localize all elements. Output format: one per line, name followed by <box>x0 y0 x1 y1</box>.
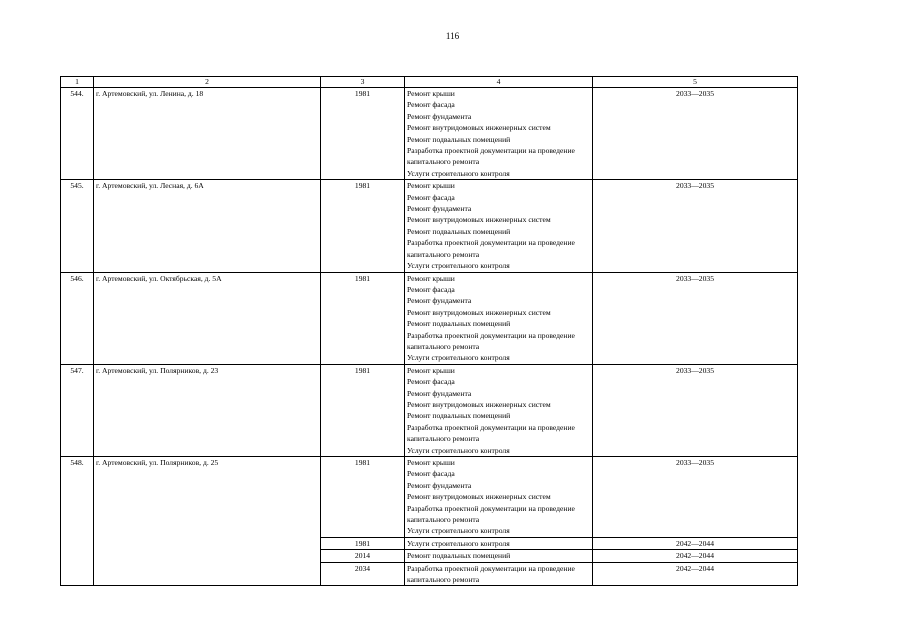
work-item: Ремонт фундамента <box>407 296 472 306</box>
work-item: Услуги строительного контроля <box>407 445 510 455</box>
year-cell: 1981 <box>321 537 405 549</box>
work-item: Ремонт подвальных помещений <box>407 411 511 421</box>
period-cell: 2033—2035 <box>593 457 798 538</box>
year-cell: 2014 <box>321 550 405 562</box>
period-cell: 2033—2035 <box>593 180 798 272</box>
row-number: 548. <box>61 457 94 586</box>
column-header-2: 2 <box>94 77 321 88</box>
work-item: Ремонт крыши <box>407 273 455 283</box>
works-cell <box>405 550 593 562</box>
period-cell: 2033—2035 <box>593 88 798 180</box>
work-item: Разработка проектной документации на проведение капитального ремонта <box>407 238 575 259</box>
works-cell <box>405 272 593 364</box>
works-cell <box>405 537 593 549</box>
work-item: Ремонт фасада <box>407 284 455 294</box>
header-row <box>61 77 798 88</box>
column-header-5: 5 <box>593 77 798 88</box>
work-item: Ремонт внутридомовых инженерных систем <box>407 492 551 502</box>
work-item: Ремонт внутридомовых инженерных систем <box>407 123 551 133</box>
work-item: Ремонт крыши <box>407 89 455 98</box>
work-item: Ремонт фундамента <box>407 388 472 398</box>
work-item: Услуги строительного контроля <box>407 353 510 363</box>
work-item: Услуги строительного контроля <box>407 526 510 536</box>
work-item: Ремонт подвальных помещений <box>407 319 511 329</box>
works-cell <box>405 180 593 272</box>
page-number: 116 <box>445 31 460 41</box>
repair-schedule-table <box>60 76 798 586</box>
table-body <box>61 77 798 586</box>
work-item: Разработка проектной документации на проведение капитального ремонта <box>407 563 575 585</box>
period-cell: 2033—2035 <box>593 364 798 456</box>
works-cell <box>405 562 593 586</box>
year-cell: 1981 <box>321 180 405 272</box>
work-item: Ремонт внутридомовых инженерных систем <box>407 399 551 409</box>
work-item: Ремонт подвальных помещений <box>407 226 511 236</box>
row-number: 546. <box>61 272 94 364</box>
work-item: Разработка проектной документации на проведение капитального ремонта <box>407 146 575 167</box>
work-item: Услуги строительного контроля <box>407 261 510 271</box>
row-number: 544. <box>61 88 94 180</box>
row-number: 545. <box>61 180 94 272</box>
work-item: Разработка проектной документации на проведение капитального ремонта <box>407 330 575 351</box>
work-item: Ремонт подвальных помещений <box>407 134 511 144</box>
work-item: Ремонт фасада <box>407 377 455 387</box>
work-item: Разработка проектной документации на проведение капитального ремонта <box>407 422 575 444</box>
work-item: Ремонт подвальных помещений <box>407 551 511 561</box>
works-cell <box>405 88 593 180</box>
address-cell: г. Артемовский, ул. Лесная, д. 6А <box>94 180 321 272</box>
table-row <box>61 364 798 456</box>
column-header-4: 4 <box>405 77 593 88</box>
year-cell: 1981 <box>321 457 405 538</box>
period-cell: 2042—2044 <box>593 537 798 549</box>
work-item: Ремонт фасада <box>407 192 455 202</box>
year-cell: 1981 <box>321 272 405 364</box>
table-row <box>61 457 798 538</box>
work-item: Ремонт крыши <box>407 365 455 375</box>
address-cell: г. Артемовский, ул. Октябрьская, д. 5А <box>94 272 321 364</box>
work-item: Ремонт фундамента <box>407 204 472 214</box>
work-item: Ремонт фундамента <box>407 111 472 121</box>
work-item: Ремонт фундамента <box>407 480 472 490</box>
period-cell: 2042—2044 <box>593 562 798 586</box>
year-cell: 1981 <box>321 364 405 456</box>
table-row <box>61 180 798 272</box>
works-cell <box>405 457 593 538</box>
period-cell: 2033—2035 <box>593 272 798 364</box>
period-cell: 2042—2044 <box>593 550 798 562</box>
work-item: Ремонт фасада <box>407 100 455 110</box>
year-cell: 2034 <box>321 562 405 586</box>
work-item: Услуги строительного контроля <box>407 538 510 548</box>
work-item: Ремонт крыши <box>407 181 455 191</box>
column-header-1: 1 <box>61 77 94 88</box>
work-item: Услуги строительного контроля <box>407 168 510 178</box>
address-cell: г. Артемовский, ул. Полярников, д. 25 <box>94 457 321 586</box>
works-cell <box>405 364 593 456</box>
row-number: 547. <box>61 364 94 456</box>
work-item: Ремонт внутридомовых инженерных систем <box>407 307 551 317</box>
address-cell: г. Артемовский, ул. Ленина, д. 18 <box>94 88 321 180</box>
work-item: Ремонт крыши <box>407 458 455 467</box>
column-header-3: 3 <box>321 77 405 88</box>
work-item: Ремонт фасада <box>407 469 455 479</box>
work-item: Разработка проектной документации на проведение капитального ремонта <box>407 503 575 525</box>
table-row <box>61 272 798 364</box>
work-item: Ремонт внутридомовых инженерных систем <box>407 215 551 225</box>
year-cell: 1981 <box>321 88 405 180</box>
table-row <box>61 88 798 180</box>
address-cell: г. Артемовский, ул. Полярников, д. 23 <box>94 364 321 456</box>
